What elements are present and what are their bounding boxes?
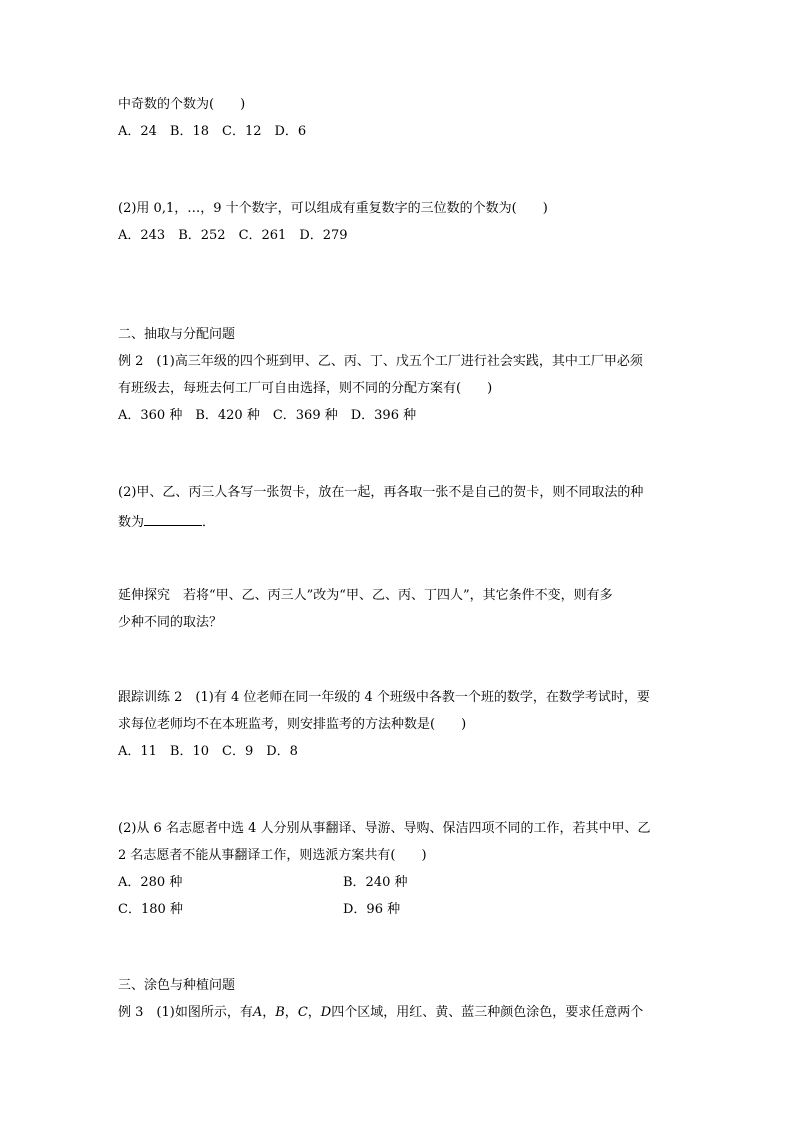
question-text-part: 数为 — [118, 515, 145, 530]
example-text: 例 2 (1)高三年级的四个班到甲、乙、丙、丁、戊五个工厂进行社会实践，其中工厂甲必须 — [118, 354, 643, 369]
extension-text: 延伸探究 若将“甲、乙、丙三人”改为“甲、乙、丙、丁四人”，其它条件不变，则有多 — [118, 588, 613, 603]
region-label: D — [320, 1005, 332, 1020]
question-text: 2 名志愿者不能从事翻译工作，则选派方案共有( ) — [118, 848, 427, 863]
question-text: (2)甲、乙、丙三人各写一张贺卡，放在一起，再各取一张不是自己的贺卡，则不同取法的种 — [118, 485, 644, 500]
option-a: A．280 种 — [118, 875, 183, 890]
example-text-part: 四个区域，用红、黄、蓝三种颜色涂色，要求任意两个 — [331, 1005, 644, 1020]
region-label: B — [275, 1005, 285, 1020]
example-text-part: 例 3 (1)如图所示，有 — [118, 1005, 253, 1020]
option-d: D．96 种 — [343, 902, 401, 917]
separator: ， — [307, 1005, 321, 1020]
question-text: (2)用 0,1，…，9 十个数字，可以组成有重复数字的三位数的个数为( ) — [118, 201, 548, 216]
question-text: (2)从 6 名志愿者中选 4 人分别从事翻译、导游、导购、保洁四项不同的工作，若其中甲、乙 — [118, 821, 651, 836]
answer-options: A．243 B．252 C．261 D．279 — [118, 228, 348, 243]
separator: ， — [262, 1005, 276, 1020]
example-text: 有班级去，每班去何工厂可自由选择，则不同的分配方案有( ) — [118, 381, 493, 396]
practice-text: 求每位老师均不在本班监考，则安排监考的方法种数是( ) — [118, 717, 467, 732]
practice-text: 跟踪训练 2 (1)有 4 位老师在同一年级的 4 个班级中各教一个班的数学，在数学考试时，要 — [118, 690, 650, 705]
answer-blank[interactable] — [144, 511, 202, 526]
region-label: C — [297, 1005, 308, 1020]
text-line: 中奇数的个数为( ) — [118, 97, 246, 112]
answer-options: A．24 B．18 C．12 D．6 — [118, 124, 307, 139]
separator: ， — [284, 1005, 298, 1020]
example-text — [118, 1004, 643, 1022]
answer-options: A．360 种 B．420 种 C．369 种 D．396 种 — [118, 408, 417, 423]
option-c: C．180 种 — [118, 902, 183, 917]
option-b: B．240 种 — [343, 875, 408, 890]
section-heading: 二、抽取与分配问题 — [118, 327, 236, 342]
question-text: 数为 ． — [118, 511, 215, 529]
section-heading: 三、涂色与种植问题 — [118, 978, 236, 993]
answer-options: A．11 B．10 C．9 D．8 — [118, 744, 298, 759]
region-label: A — [252, 1005, 263, 1020]
extension-text: 少种不同的取法？ — [118, 615, 223, 630]
